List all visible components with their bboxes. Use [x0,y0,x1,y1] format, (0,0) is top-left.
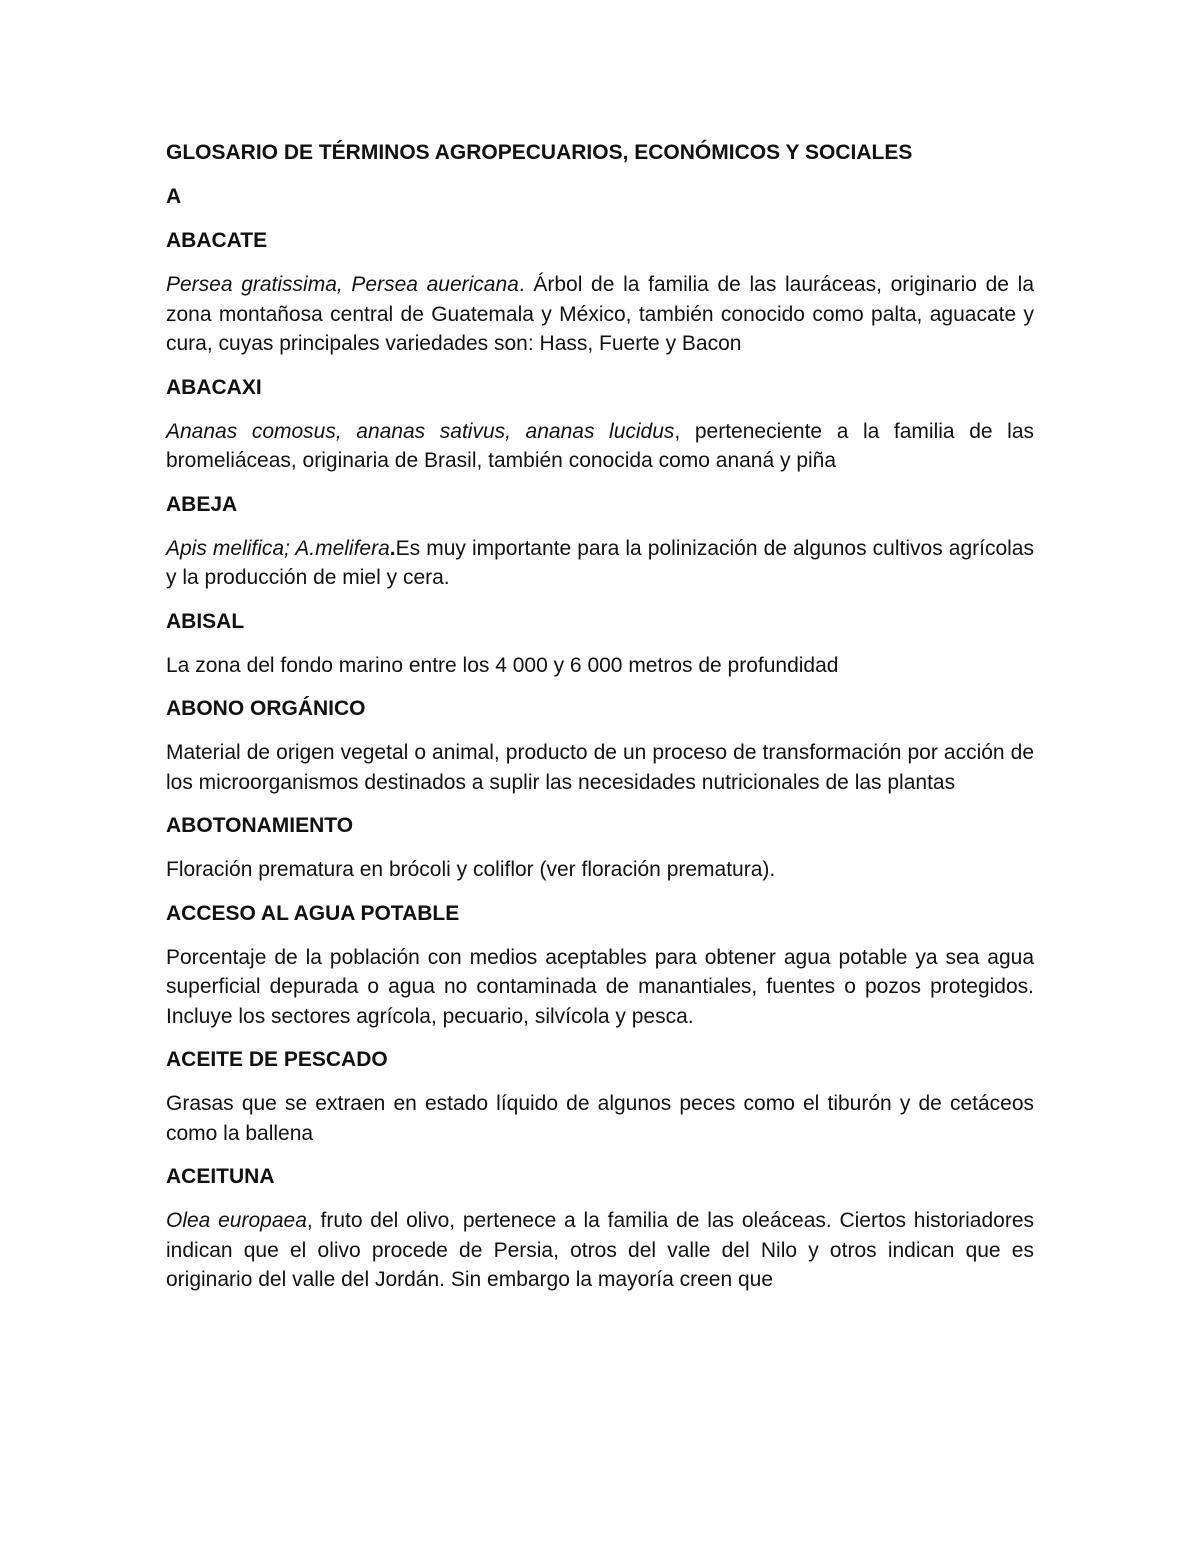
document-title: GLOSARIO DE TÉRMINOS AGROPECUARIOS, ECONÓMICOS Y SOCIALES [166,141,913,164]
definition-punctuation: . [389,536,396,560]
entry-definition [166,1206,1034,1295]
definition-text: . Árbol de la familia de las lauráceas, originario de la zona montañosa central de Guatemala y México, también conocido como palta, aguacate y cura, cuyas principales variedades son: Hass, Fuerte y Bacon [166,273,1034,355]
scientific-name: Olea europaea [166,1209,307,1232]
entry-definition [166,417,1034,476]
definition-text: Es muy importante para la polinización de algunos cultivos agrícolas y la producción de miel y cera. [166,536,1034,589]
entry-definition [166,738,1034,797]
definition-text: , perteneciente a la familia de las bromeliáceas, originaria de Brasil, también conocida como ananá y piña [166,419,1034,472]
section-letter: A [166,185,182,208]
entry-definition [166,270,1034,359]
entry-term: ABONO ORGÁNICO [166,697,366,720]
entry-term: ABISAL [166,609,245,633]
scientific-name: Persea gratissima, Persea auericana [166,273,519,296]
entry-term: ABACATE [166,229,268,252]
scientific-name: Ananas comosus, ananas sativus, ananas lucidus [166,419,675,443]
entry-term: ACEITUNA [166,1165,275,1188]
definition-text: La zona del fondo marino entre los 4 000 y 6 000 metros de profundidad [166,653,839,677]
entry-term: ACEITE DE PESCADO [166,1048,388,1071]
entry-definition [166,943,1034,1032]
entry-term: ABEJA [166,492,238,516]
entry-definition [166,855,1034,885]
definition-text: Porcentaje de la población con medios aceptables para obtener agua potable ya sea agua superficial depurada o agua no contaminada de manantiales, fuentes o pozos protegidos. Incluye los sectores agrícola, pecuario, silvícola y pesca. [166,945,1034,1028]
entry-term: ABOTONAMIENTO [166,814,354,837]
entry-definition [166,534,1034,593]
entry-term: ABACAXI [166,375,262,399]
definition-text: Material de origen vegetal o animal, producto de un proceso de transformación por acción de los microorganismos destinados a suplir las necesidades nutricionales de las plantas [166,741,1034,794]
entry-definition [166,651,1034,681]
definition-text: , fruto del olivo, pertenece a la familia de las oleáceas. Ciertos historiadores indican que el olivo procede de Persia, otros del valle del Nilo y otros indican que es originario del valle del Jordán. Sin embargo la mayoría creen que [166,1209,1034,1291]
document-body [166,138,1034,1309]
scientific-name: Apis melifica; A.melifera [166,536,390,560]
definition-text: Floración prematura en brócoli y coliflor (ver floración prematura). [166,858,776,881]
entry-term: ACCESO AL AGUA POTABLE [166,901,460,925]
entry-definition [166,1089,1034,1148]
definition-text: Grasas que se extraen en estado líquido de algunos peces como el tiburón y de cetáceos como la ballena [166,1092,1034,1145]
